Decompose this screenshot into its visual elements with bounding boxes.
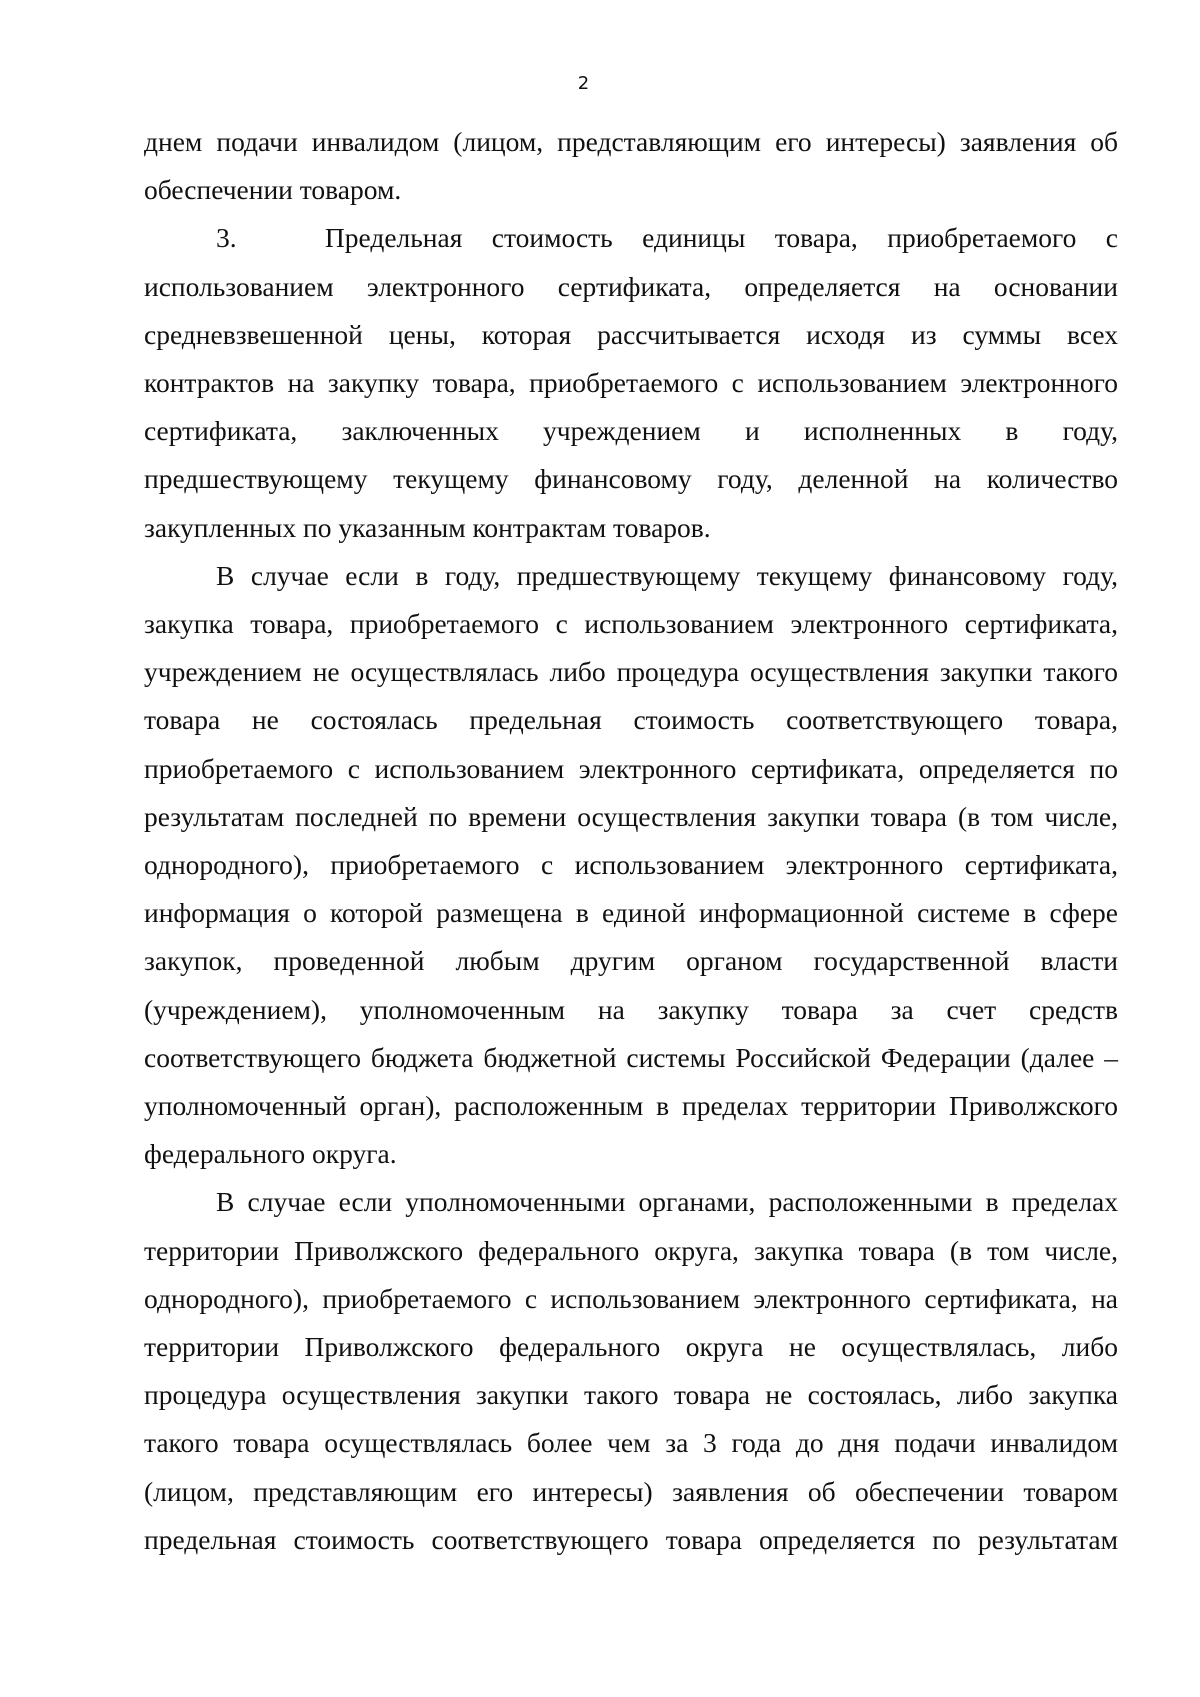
- document-body: [144, 118, 1118, 1564]
- paragraph-continuation: днем подачи инвалидом (лицом, представляющим его интересы) заявления об обеспечении товаром.: [144, 126, 1118, 206]
- paragraph-authorized-bodies-rule: В случае если уполномоченными органами, расположенными в пределах территории Приволжского федерального округа, закупка товара (в том числе, однородного), приобретаемого с использованием электронного сертификата, на территории Приволжского федерального округа не осуществлялась, либо процедура осуществления закупки такого товара не состоялась, либо закупка такого товара осуществлялась более чем за 3 года до дня подачи инвалидом (лицом, представляющим его интересы) заявления об обеспечении товаром предельная стоимость соответствующего товара определяется по результатам: [144, 1186, 1118, 1555]
- page-number: 2: [577, 73, 590, 94]
- paragraph-previous-year-rule: В случае если в году, предшествующему текущему финансовому году, закупка товара, приобретаемого с использованием электронного сертификата, учреждением не осуществлялась либо процедура осуществления закупки такого товара не состоялась предельная стоимость соответствующего товара, приобретаемого с использованием электронного сертификата, определяется по результатам последней по времени осуществления закупки товара (в том числе, однородного), приобретаемого с использованием электронного сертификата, информация о которой размещена в единой информационной системе в сфере закупок, проведенной любым другим органом государственной власти (учреждением), уполномоченным на закупку товара за счет средств соответствующего бюджета бюджетной системы Российской Федерации (далее – уполномоченный орган), расположенным в пределах территории Приволжского федерального округа.: [144, 559, 1118, 1170]
- paragraph-item-3: 3. Предельная стоимость единицы товара, приобретаемого с использованием электронного сертификата, определяется на основании средневзвешенной цены, которая рассчитывается исходя из суммы всех контрактов на закупку товара, приобретаемого с использованием электронного сертификата, заключенных учреждением и исполненных в году, предшествующему текущему финансовому году, деленной на количество закупленных по указанным контрактам товаров.: [144, 222, 1118, 543]
